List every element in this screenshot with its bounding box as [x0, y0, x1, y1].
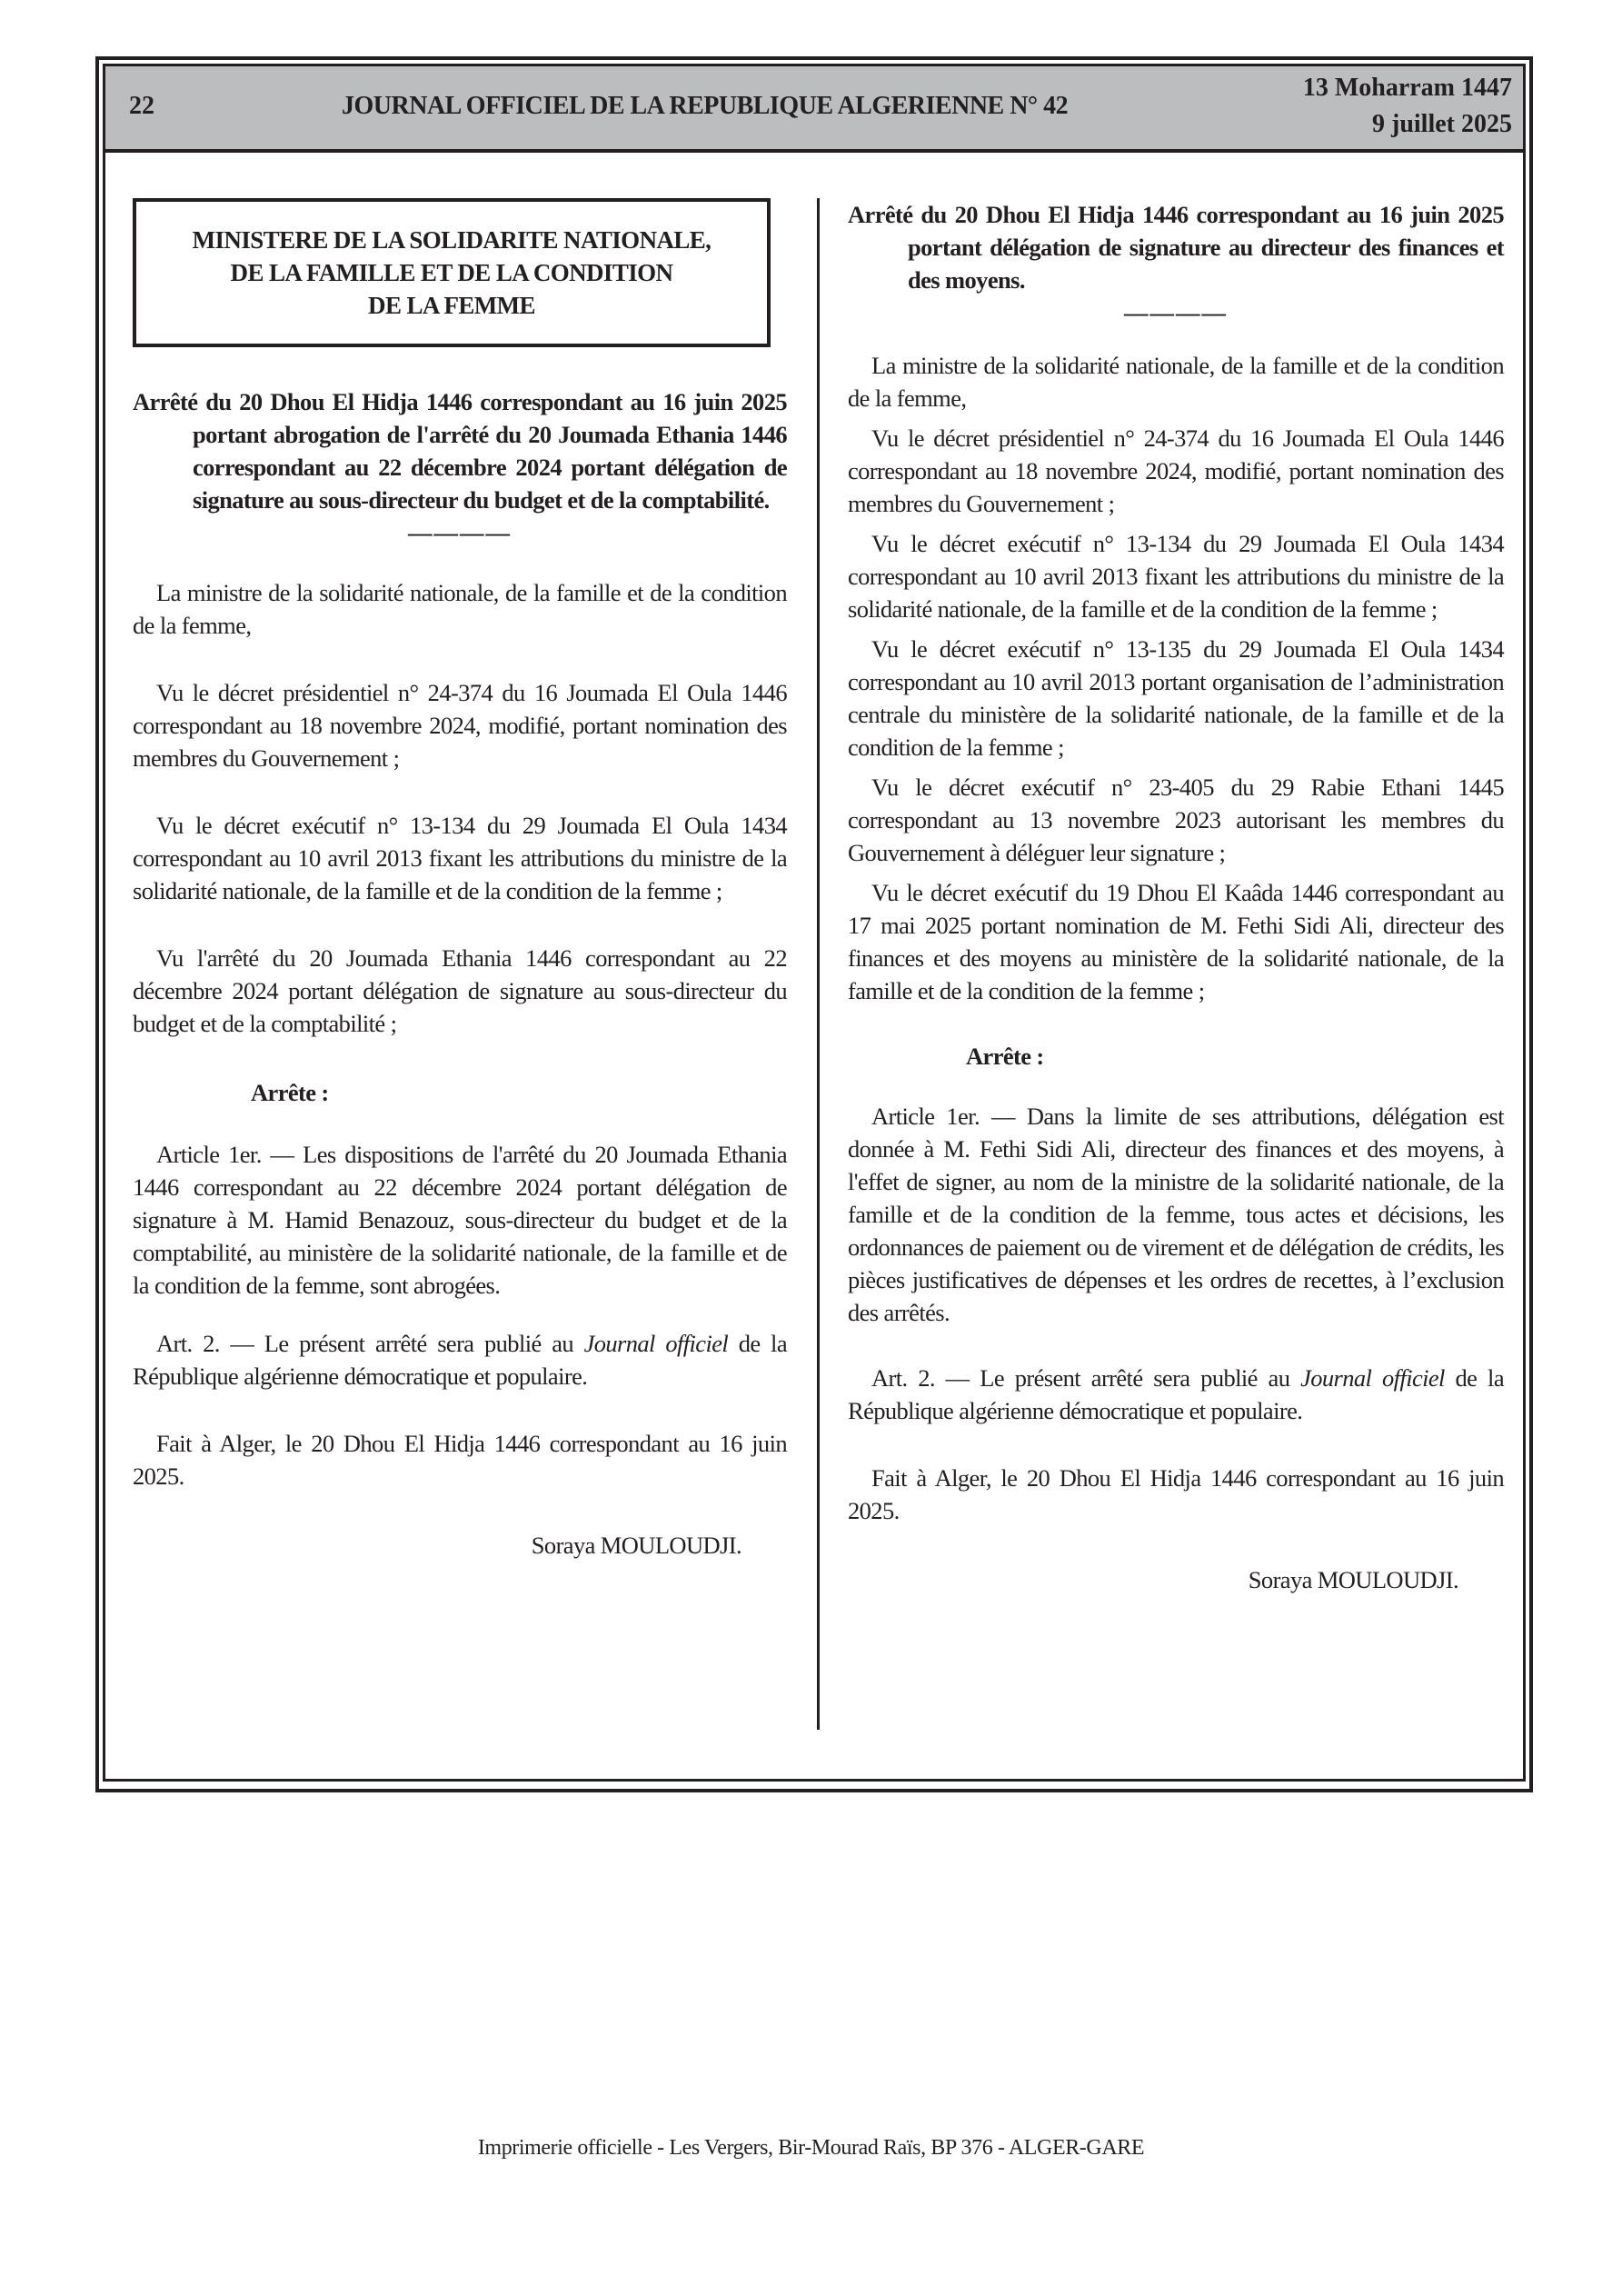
printer-footer: Imprimerie officielle - Les Vergers, Bir-Mourad Raïs, BP 376 - ALGER-GARE — [477, 2136, 1145, 2160]
paragraph: Vu l'arrêté du 20 Joumada Ethania 1446 correspondant au 22 décembre 2024 portant délégation de signature au sous-directeur du budget et de la comptabilité ; — [133, 944, 787, 1037]
article-1: Article 1er. — Dans la limite de ses attributions, délégation est donnée à M. Fethi Sidi Ali, directeur des finances et des moyens, à l'effet de signer, au nom de la ministre de la solidarité nationale, de la famille et de la condition de la femme, tous actes et décisions, les ordonnances de paiement ou de virement et de délégation de crédits, les pièces justificatives de dépenses et les ordres de recettes, à l’exclusion des arrêtés. — [848, 1103, 1504, 1326]
paragraph: La ministre de la solidarité nationale, de la famille et de la condition de la femme, — [848, 352, 1504, 412]
paragraph: Vu le décret exécutif n° 13-135 du 29 Joumada El Oula 1434 correspondant au 10 avril 2013 portant organisation de l’administration centrale du ministère de la solidarité nationale, de la famille et de la condition de la femme ; — [848, 635, 1504, 761]
article-2 — [848, 1362, 1504, 1427]
ministry-line: DE LA FAMILLE ET DE LA CONDITION — [230, 259, 673, 286]
ministry-box — [133, 198, 771, 347]
paragraph: Vu le décret exécutif n° 13-134 du 29 Joumada El Oula 1434 correspondant au 10 avril 2013 fixant les attributions du ministre de la solidarité nationale, de la famille et de la condition de la femme ; — [133, 812, 787, 904]
ministry-line: MINISTERE DE LA SOLIDARITE NATIONALE, — [192, 226, 711, 254]
journal-officiel-italic: Journal officiel — [583, 1330, 729, 1357]
page-number: 22 — [129, 92, 154, 120]
gregorian-date: 9 juillet 2025 — [1372, 110, 1512, 138]
journal-header — [105, 66, 1523, 153]
signature: Soraya MOULOUDJI. — [1248, 1566, 1458, 1593]
ministry-line: DE LA FEMME — [368, 292, 535, 319]
paragraph: Vu le décret présidentiel n° 24-374 du 16 Joumada El Oula 1446 correspondant au 18 novembre 2024, modifié, portant nomination des membres du Gouvernement ; — [848, 424, 1504, 517]
right-column — [848, 198, 1504, 1596]
done-at: Fait à Alger, le 20 Dhou El Hidja 1446 correspondant au 16 juin 2025. — [848, 1464, 1504, 1524]
left-column — [133, 198, 787, 1562]
separator: ———— — [408, 519, 512, 546]
signature: Soraya MOULOUDJI. — [531, 1532, 741, 1559]
journal-officiel-italic: Journal officiel — [1300, 1364, 1445, 1392]
journal-title: JOURNAL OFFICIEL DE LA REPUBLIQUE ALGERIENNE N° 42 — [342, 92, 1069, 120]
article-2-text: de la République algérienne démocratique et populaire. — [133, 1330, 787, 1390]
decree-title: Arrêté du 20 Dhou El Hidja 1446 correspondant au 16 juin 2025 portant délégation de signature au directeur des finances et des moyens. — [848, 201, 1504, 294]
arrete-heading: Arrête : — [251, 1079, 329, 1106]
separator: ———— — [1124, 299, 1228, 326]
done-at: Fait à Alger, le 20 Dhou El Hidja 1446 correspondant au 16 juin 2025. — [133, 1430, 787, 1490]
article-2-text: Art. 2. — Le présent arrêté sera publié au — [156, 1330, 584, 1357]
paragraph: Vu le décret exécutif n° 13-134 du 29 Joumada El Oula 1434 correspondant au 10 avril 2013 fixant les attributions du ministre de la solidarité nationale, de la famille et de la condition de la femme ; — [848, 530, 1504, 623]
issue-date — [1303, 70, 1512, 143]
article-2-text: de la République algérienne démocratique et populaire. — [848, 1364, 1504, 1424]
paragraph: La ministre de la solidarité nationale, de la famille et de la condition de la femme, — [133, 579, 787, 639]
arrete-heading: Arrête : — [966, 1043, 1044, 1070]
article-2 — [133, 1327, 787, 1393]
article-1: Article 1er. — Les dispositions de l'arrêté du 20 Joumada Ethania 1446 correspondant au 22 décembre 2024 portant délégation de signature à M. Hamid Benazouz, sous-directeur du budget et de la comptabilité, au ministère de la solidarité nationale, de la famille et de la condition de la femme, sont abrogées. — [133, 1141, 787, 1299]
hijri-date: 13 Moharram 1447 — [1302, 74, 1512, 102]
paragraph: Vu le décret exécutif du 19 Dhou El Kaâda 1446 correspondant au 17 mai 2025 portant nomination de M. Fethi Sidi Ali, directeur des finances et des moyens au ministère de la solidarité nationale, de la famille et de la condition de la femme ; — [848, 879, 1504, 1004]
paragraph: Vu le décret exécutif n° 23-405 du 29 Rabie Ethani 1445 correspondant au 13 novembre 2023 autorisant les membres du Gouvernement à déléguer leur signature ; — [848, 774, 1504, 866]
article-2-text: Art. 2. — Le présent arrêté sera publié au — [871, 1364, 1301, 1392]
column-divider — [817, 198, 820, 1730]
decree-title: Arrêté du 20 Dhou El Hidja 1446 correspondant au 16 juin 2025 portant abrogation de l'arrêté du 20 Joumada Ethania 1446 correspondant au 22 décembre 2024 portant délégation de signature au sous-directeur du budget et de la comptabilité. — [133, 388, 787, 514]
paragraph: Vu le décret présidentiel n° 24-374 du 16 Joumada El Oula 1446 correspondant au 18 novembre 2024, modifié, portant nomination des membres du Gouvernement ; — [133, 679, 787, 772]
